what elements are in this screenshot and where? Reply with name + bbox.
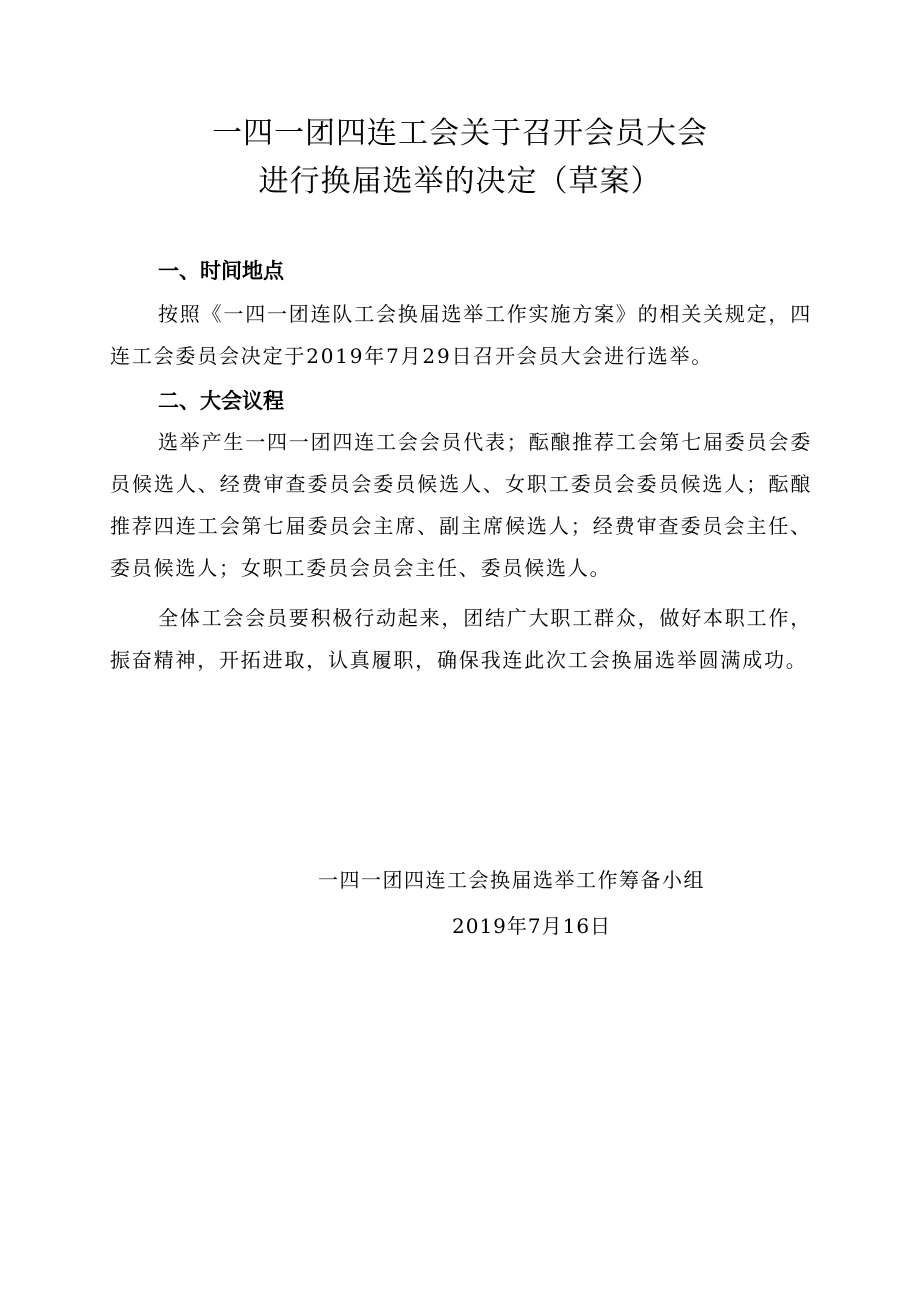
document-title-line-2: 进行换届选举的决定（草案） bbox=[258, 164, 662, 199]
signature-date: 2019年7月16日 bbox=[452, 914, 612, 938]
document-title-line-1: 一四一团四连工会关于召开会员大会 bbox=[212, 116, 708, 151]
signature-organization: 一四一团四连工会换届选举工作筹备小组 bbox=[318, 868, 705, 892]
paragraph-time-place: 按照《一四一团连队工会换届选举工作实施方案》的相关关规定，四连工会委员会决定于2019年7月29日召开会员大会进行选举。 bbox=[110, 302, 812, 368]
paragraph-agenda: 选举产生一四一团四连工会会员代表；酝酿推荐工会第七届委员会委员候选人、经费审查委员会委员候选人、女职工委员会委员候选人；酝酿推荐四连工会第七届委员会主席、副主席候选人；经费审查委员会主任、委员候选人；女职工委员会员会主任、委员候选人。 bbox=[110, 430, 812, 580]
section-heading-time-place: 一、时间地点 bbox=[158, 259, 284, 283]
paragraph-call-to-action: 全体工会会员要积极行动起来，团结广大职工群众，做好本职工作，振奋精神，开拓进取，认真履职，确保我连此次工会换届选举圆满成功。 bbox=[110, 606, 812, 672]
section-heading-agenda: 二、大会议程 bbox=[158, 389, 284, 413]
